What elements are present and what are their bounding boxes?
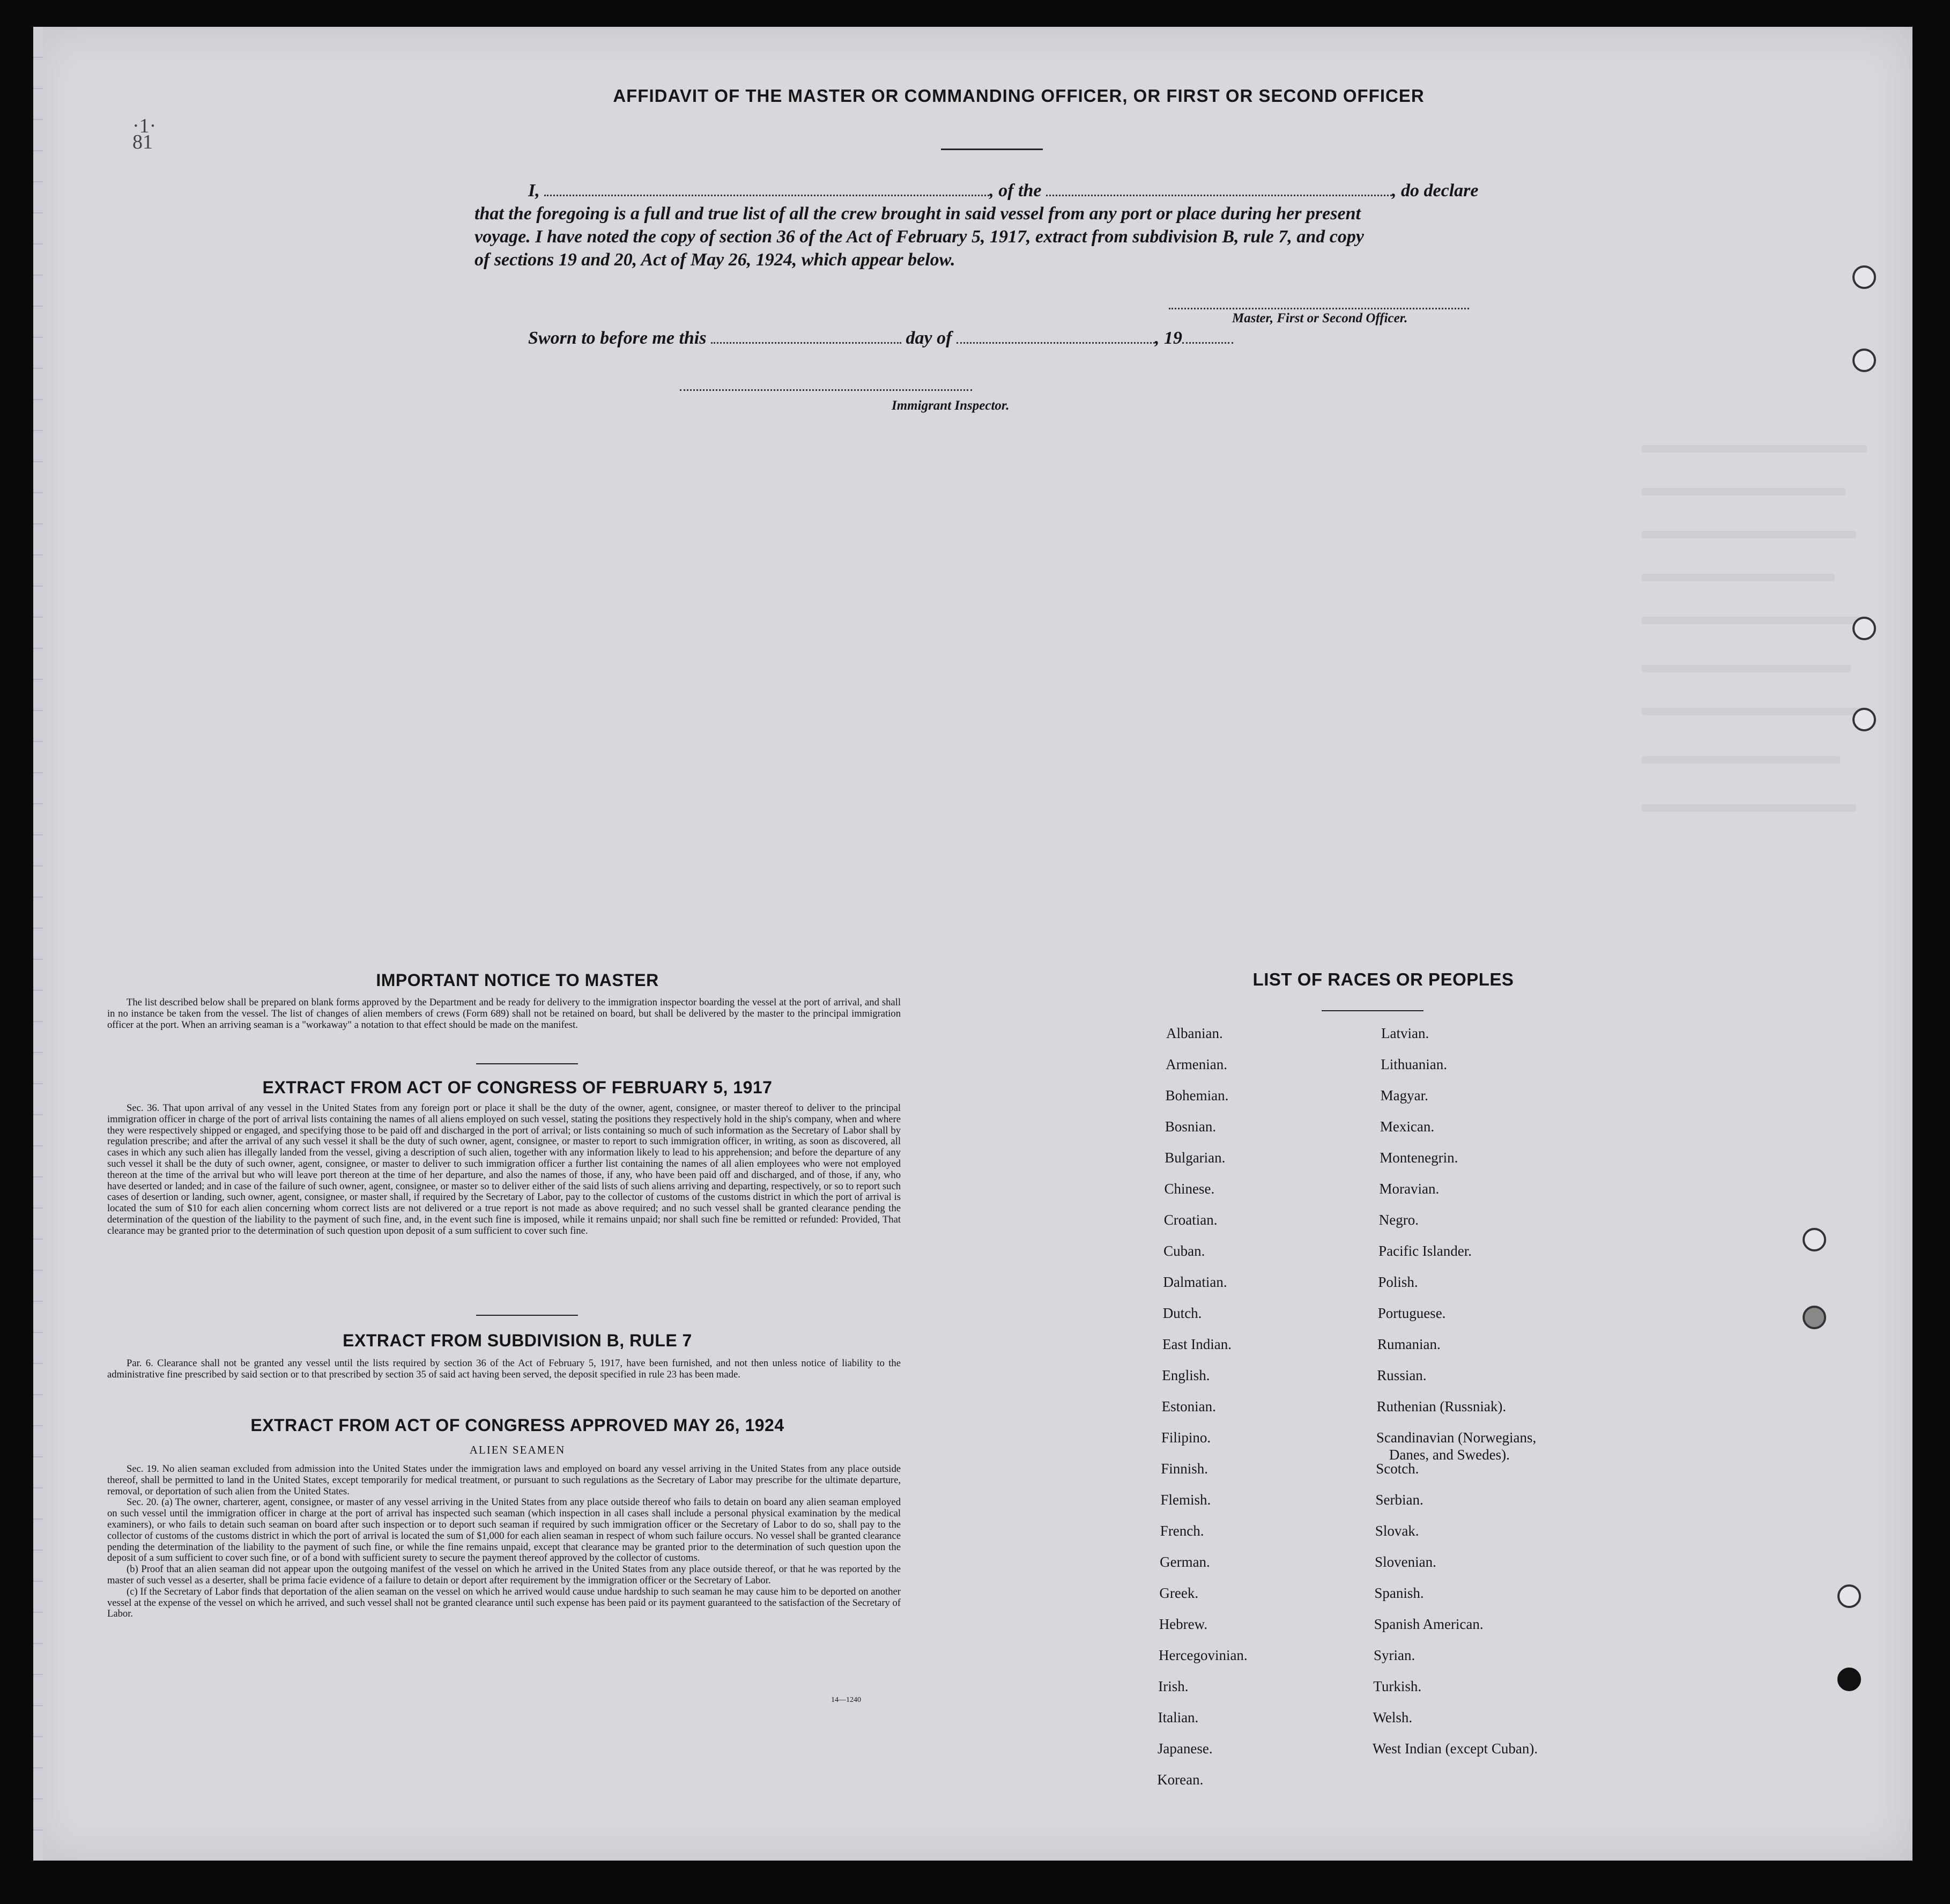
race-item: Ruthenian (Russniak). — [1376, 1398, 1507, 1414]
race-item: Filipino. — [1161, 1429, 1211, 1446]
bleed-through-row — [1642, 665, 1851, 672]
inspector-signature-line[interactable] — [680, 389, 972, 391]
race-item: English. — [1162, 1367, 1210, 1383]
bleed-through-row — [1642, 804, 1856, 812]
bleed-through-row — [1642, 488, 1845, 495]
affidavit-line-4: of sections 19 and 20, Act of May 26, 1924, which appear below. — [474, 250, 955, 270]
race-item: Portuguese. — [1377, 1305, 1446, 1321]
sworn-day-field[interactable] — [711, 340, 901, 344]
binder-hole — [1852, 617, 1876, 640]
race-item: Negro. — [1378, 1212, 1419, 1228]
binder-hole — [1852, 708, 1876, 731]
race-item: Armenian. — [1166, 1056, 1228, 1072]
notice-text: The list described below shall be prepared on blank forms approved by the Department and be ready for delivery to the immigration inspector boarding the vessel at the port of arrival, and shall in no instance be taken from the vessel. The list of changes of alien members of crews (Form 689) shall not be retained on board, but shall be delivered by the master to the principal immigration officer at the port. When an arriving seaman is a "workaway" a notation to that effect should be made on the manifest. — [107, 997, 901, 1031]
race-item: Rumanian. — [1377, 1336, 1441, 1352]
binder-hole — [1852, 349, 1876, 372]
race-item: Montenegrin. — [1380, 1150, 1458, 1166]
race-item: Scandinavian (Norwegians, — [1376, 1429, 1537, 1446]
race-item: Estonian. — [1161, 1398, 1216, 1414]
sworn-line — [528, 328, 1233, 349]
race-item: West Indian (except Cuban). — [1372, 1740, 1538, 1757]
extract-rule7-title: EXTRACT FROM SUBDIVISION B, RULE 7 — [343, 1331, 692, 1350]
bleed-through-row — [1642, 708, 1867, 715]
binder-hole — [1803, 1228, 1826, 1251]
race-item: German. — [1160, 1554, 1210, 1570]
extract-1917-title: EXTRACT FROM ACT OF CONGRESS OF FEBRUARY 5, 1917 — [262, 1078, 773, 1097]
declare-suffix: , do declare — [1392, 181, 1479, 201]
race-item: Danes, and Swedes). — [1389, 1447, 1510, 1463]
title-divider — [941, 149, 1043, 150]
extract-rule7-text: Par. 6. Clearance shall not be granted any vessel until the lists required by section 36 of the Act of February 5, 1917, have been furnished, and not then unless notice of liability to the administrative fine prescribed by said section or to that prescribed by section 35 of said act having been served, the deposit specified in rule 23 has been made. — [107, 1358, 901, 1380]
race-item: Polish. — [1378, 1274, 1418, 1290]
bleed-through-row — [1642, 617, 1862, 624]
declarant-prefix: I, — [528, 181, 540, 201]
vessel-name-field[interactable] — [1046, 192, 1392, 196]
races-title: LIST OF RACES OR PEOPLES — [1252, 969, 1514, 989]
binder-hole — [1837, 1668, 1861, 1691]
section-20a: Sec. 20. (a) The owner, charterer, agent, consignee, or master of any vessel arriving in the United States from any place outside thereof who fails to detain on board any alien seaman employed on such vessel until the immigration officer in charge at the port of arrival has inspected such seaman (which inspection in all cases shall include a personal physical examination by the medical examiners), or who fails to detain such seaman on board after such inspection or to deport such seaman if required by such immigration officer or the Secretary of Labor to do so, shall pay to the collector of customs of the customs district in which the port of arrival is located the sum of $1,000 for each alien seaman in respect of whom such failure occurs. No vessel shall be granted clearance pending the determination of the liability to the payment of such fine, or while the fine remains unpaid, except that clearance may be granted prior to the determination of such question upon the deposit of a sum sufficient to cover such fine, or of a bond with sufficient surety to secure the payment thereof approved by the collector of customs. — [107, 1496, 901, 1564]
race-item: East Indian. — [1162, 1336, 1232, 1352]
affidavit-line-1 — [528, 181, 1478, 201]
extract-1924-text — [107, 1464, 901, 1620]
race-item: Greek. — [1159, 1585, 1199, 1601]
race-item: Hercegovinian. — [1159, 1647, 1248, 1663]
section-19: Sec. 19. No alien seaman excluded from admission into the United States under the immigration laws and employed on board any vessel arriving in the United States from any place outside thereof, shall be permitted to land in the United States, except temporarily for medical treatment, or pursuant to such regulations as the Secretary of Labor may prescribe for the ultimate departure, removal, or deportation of such alien from the United States. — [107, 1463, 901, 1497]
races-divider — [1322, 1010, 1423, 1011]
extract-1917-text: Sec. 36. That upon arrival of any vessel in the United States from any foreign port or place it shall be the duty of the owner, agent, consignee, or master thereof to deliver to the principal immigration officer in charge of the port of arrival lists containing the names of all aliens employed on such vessel, stating the positions they respectively hold in the ship's company, when and where they were respectively shipped or engaged, and specifying those to be paid off and discharged in the port of arrival; or lists containing so much of such information as the Secretary of Labor shall by regulation prescribe; and after the arrival of any such vessel it shall be the duty of such owner, agent, consignee, or master to report to such immigration officer, in writing, as soon as discovered, all cases in which any such alien has illegally landed from the vessel, giving a description of such alien, together with any information likely to lead to his apprehension; and before the departure of any such vessel it shall be the duty of such owner, agent, consignee, or master to deliver to such immigration officer a further list containing the names of all alien employees who were not employed thereon at the time of the arrival but who will leave port thereon at the time of her departure, and also the names of those, if any, who have been paid off and discharged, and of those, if any, who have deserted or landed; and in case of the failure of such owner, agent, consignee, or master so to deliver either of the said lists of such aliens arriving and departing, respectively, or so to report such cases of desertion or landing, such owner, agent, consignee, or master shall, if required by the Secretary of Labor, pay to the collector of customs of the customs district in which the port of arrival is located the sum of $10 for each alien concerning whom correct lists are not delivered or a true report is not made as above required; and no such vessel shall be granted clearance pending the determination of the question of the liability to the payment of such fine, and, in the event such fine is imposed, while it remains unpaid; nor shall such fine be remitted or refunded: Provided, That clearance may be granted prior to the determination of such question upon deposit of a sum sufficient to cover such fine. — [107, 1102, 901, 1236]
race-item: Spanish American. — [1374, 1616, 1484, 1632]
section-divider — [476, 1063, 578, 1064]
race-item: Moravian. — [1379, 1181, 1440, 1197]
race-item: Syrian. — [1374, 1647, 1415, 1663]
race-item: Turkish. — [1373, 1678, 1422, 1694]
race-item: French. — [1160, 1523, 1204, 1539]
binder-hole — [1837, 1584, 1861, 1608]
section-divider — [476, 1315, 578, 1316]
race-item: Dutch. — [1162, 1305, 1202, 1321]
race-item: Russian. — [1377, 1367, 1427, 1383]
race-item: Bohemian. — [1165, 1087, 1229, 1103]
race-item: Japanese. — [1157, 1740, 1213, 1757]
section-20b: (b) Proof that an alien seaman did not appear upon the outgoing manifest of the vessel on which he arrived in the United States from any place outside thereof, or that he was reported by the master of such vessel as a deserter, shall be prima facie evidence of a failure to detain or deport after requirement by the immigration officer or the Secretary of Labor. — [107, 1564, 901, 1586]
race-item: Scotch. — [1376, 1461, 1419, 1477]
sworn-prefix: Sworn to before me this — [528, 328, 707, 348]
race-item: Pacific Islander. — [1378, 1243, 1472, 1259]
bleed-through-row — [1642, 445, 1867, 453]
declarant-name-field[interactable] — [544, 192, 989, 196]
race-item: Irish. — [1158, 1678, 1189, 1694]
race-item: Bulgarian. — [1165, 1150, 1226, 1166]
inspector-label: Immigrant Inspector. — [892, 398, 1010, 413]
race-item: Latvian. — [1381, 1025, 1429, 1041]
race-item: Hebrew. — [1159, 1616, 1208, 1632]
affidavit-line-2: that the foregoing is a full and true list of all the crew brought in said vessel from any port or place during her present — [474, 204, 1361, 224]
bleed-through-row — [1642, 531, 1856, 538]
race-item: Cuban. — [1163, 1243, 1205, 1259]
race-item: Mexican. — [1380, 1118, 1435, 1135]
race-item: Italian. — [1158, 1709, 1199, 1725]
master-signature-line[interactable] — [1169, 308, 1469, 309]
margin-scrawl: ·1· 81 — [132, 115, 157, 153]
race-item: Slovenian. — [1375, 1554, 1436, 1570]
race-item: Bosnian. — [1165, 1118, 1217, 1135]
race-item: Croatian. — [1163, 1212, 1218, 1228]
section-20c: (c) If the Secretary of Labor finds that deportation of the alien seaman on the vessel on which he arrived would cause undue hardship to such seaman he may cause him to be deported on another vessel at the expense of the vessel on which he arrived, and such vessel shall not be granted clearance until such expense has been paid or its payment guaranteed to the satisfaction of the Secretary of Labor. — [107, 1586, 901, 1620]
race-item: Lithuanian. — [1381, 1056, 1448, 1072]
race-item: Finnish. — [1161, 1461, 1208, 1477]
left-margin-binding — [33, 27, 43, 1861]
sworn-year-field[interactable] — [1182, 340, 1233, 344]
vessel-prefix: , of the — [989, 181, 1042, 201]
day-of-label: day of — [906, 328, 952, 348]
race-item: Albanian. — [1166, 1025, 1223, 1041]
race-item: Flemish. — [1160, 1492, 1211, 1508]
race-item: Welsh. — [1373, 1709, 1413, 1725]
master-signature-label: Master, First or Second Officer. — [1232, 311, 1408, 325]
form-number: 14—1240 — [831, 1696, 861, 1704]
sworn-month-field[interactable] — [957, 340, 1155, 344]
race-item: Korean. — [1157, 1772, 1204, 1788]
race-item: Serbian. — [1375, 1492, 1423, 1508]
binder-hole — [1803, 1306, 1826, 1329]
bleed-through-row — [1642, 756, 1840, 764]
affidavit-line-3: voyage. I have noted the copy of section 36 of the Act of February 5, 1917, extract from subdivision B, rule 7, and copy — [474, 227, 1364, 247]
race-item: Slovak. — [1375, 1523, 1419, 1539]
race-item: Chinese. — [1164, 1181, 1215, 1197]
affidavit-title: AFFIDAVIT OF THE MASTER OR COMMANDING OFFICER, OR FIRST OR SECOND OFFICER — [613, 86, 1425, 106]
extract-1924-title: EXTRACT FROM ACT OF CONGRESS APPROVED MAY 26, 1924 — [250, 1416, 784, 1435]
binder-hole — [1852, 265, 1876, 289]
bleed-through-row — [1642, 574, 1835, 581]
alien-seamen-subtitle: ALIEN SEAMEN — [469, 1443, 566, 1456]
notice-title: IMPORTANT NOTICE TO MASTER — [376, 970, 659, 990]
race-item: Magyar. — [1380, 1087, 1428, 1103]
race-item: Dalmatian. — [1163, 1274, 1227, 1290]
year-prefix: , 19 — [1154, 328, 1182, 348]
race-item: Spanish. — [1374, 1585, 1424, 1601]
